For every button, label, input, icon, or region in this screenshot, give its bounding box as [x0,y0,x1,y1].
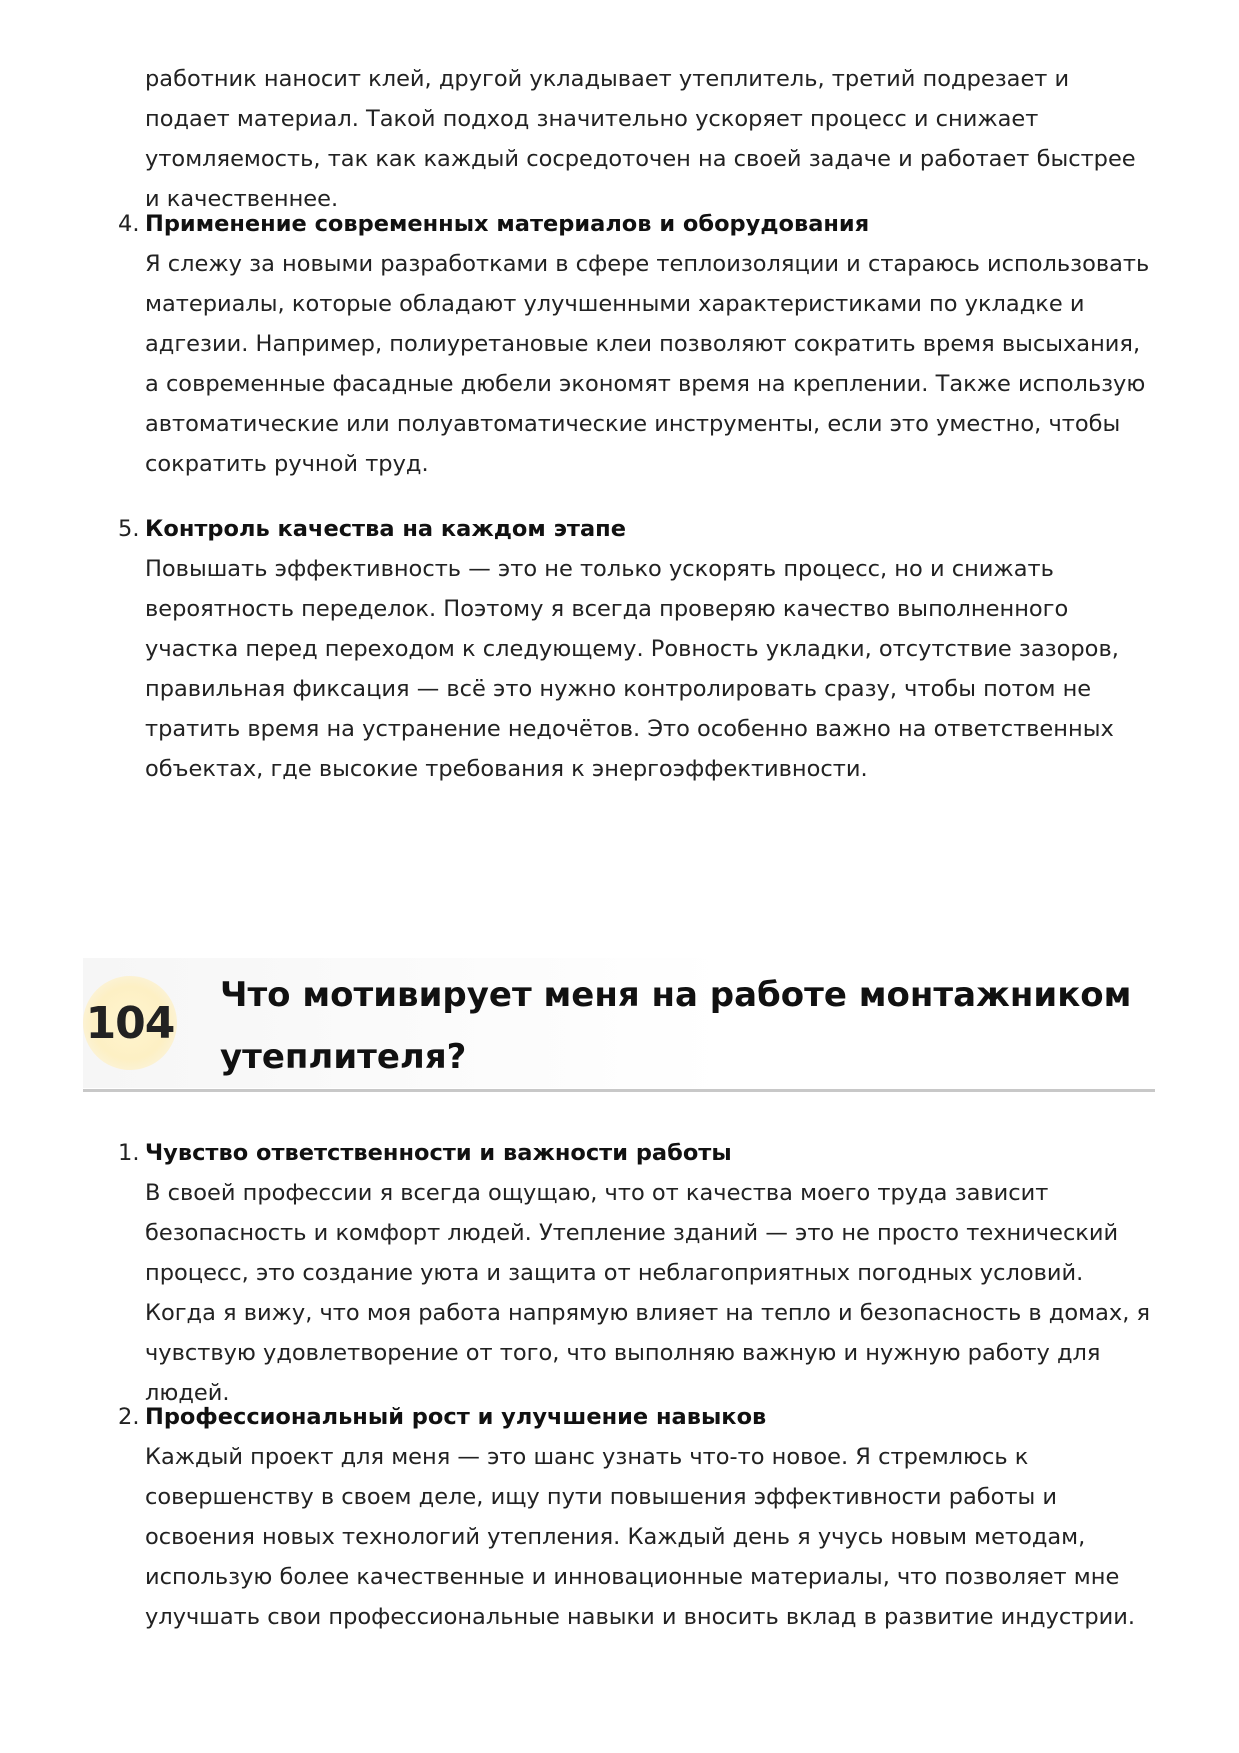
list-item-title: Применение современных материалов и оборудования [145,211,870,237]
list-item-number: 5. [118,516,140,542]
question-title: Что мотивирует меня на работе монтажником утеплителя? [220,975,1132,1077]
list-item [118,204,1155,484]
list-item [118,1133,1155,1413]
question-number: 104 [85,997,175,1049]
list-item [118,509,1155,789]
list-item-text: Каждый проект для меня — это шанс узнать что-то новое. Я стремлюсь к совершенству в своем деле, ищу пути повышения эффективности работы и освоения новых технологий утепления. Каждый день я учусь новым методам, использую более качественные и инновационные материалы, что позволяет мне улучшать свои профессиональные навыки и вносить вклад в развитие индустрии. [145,1444,1136,1630]
list-item-text: В своей профессии я всегда ощущаю, что от качества моего труда зависит безопасность и комфорт людей. Утепление зданий — это не просто технический процесс, это создание уюта и защита от неблагоприятных погодных условий. Когда я вижу, что моя работа напрямую влияет на тепло и безопасность в домах, я чувствую удовлетворение от того, что выполняю важную и нужную работу для людей. [145,1180,1151,1406]
question-header [83,958,1155,1092]
list-item-text: Повышать эффективность — это не только ускорять процесс, но и снижать вероятность переделок. Поэтому я всегда проверяю качество выполненного участка перед переходом к следующему. Ровность укладки, отсутствие зазоров, правильная фиксация — всё это нужно контролировать сразу, чтобы потом не тратить время на устранение недочётов. Это особенно важно на ответственных объектах, где высокие требования к энергоэффективности. [145,556,1119,782]
list-item [118,1397,1155,1637]
list-item-number: 1. [118,1140,140,1166]
list-item-title: Контроль качества на каждом этапе [145,516,626,542]
list-item-text: Я слежу за новыми разработками в сфере теплоизоляции и стараюсь использовать материалы, которые обладают улучшенными характеристиками по укладке и адгезии. Например, полиуретановые клеи позволяют сократить время высыхания, а современные фасадные дюбели экономят время на креплении. Также использую автоматические или полуавтоматические инструменты, если это уместно, чтобы сократить ручной труд. [145,251,1150,477]
question-divider [83,1089,1155,1092]
list-item-number: 2. [118,1404,140,1430]
list-item-title: Профессиональный рост и улучшение навыков [145,1404,767,1430]
question-number-badge [83,976,177,1070]
intro-paragraph: работник наносит клей, другой укладывает утеплитель, третий подрезает и подает материал. Такой подход значительно ускоряет процесс и снижает утомляемость, так как каждый сосредоточен на своей задаче и работает быстрее и качественнее. [145,66,1136,212]
list-item-number: 4. [118,211,140,237]
list-item-title: Чувство ответственности и важности работы [145,1140,732,1166]
